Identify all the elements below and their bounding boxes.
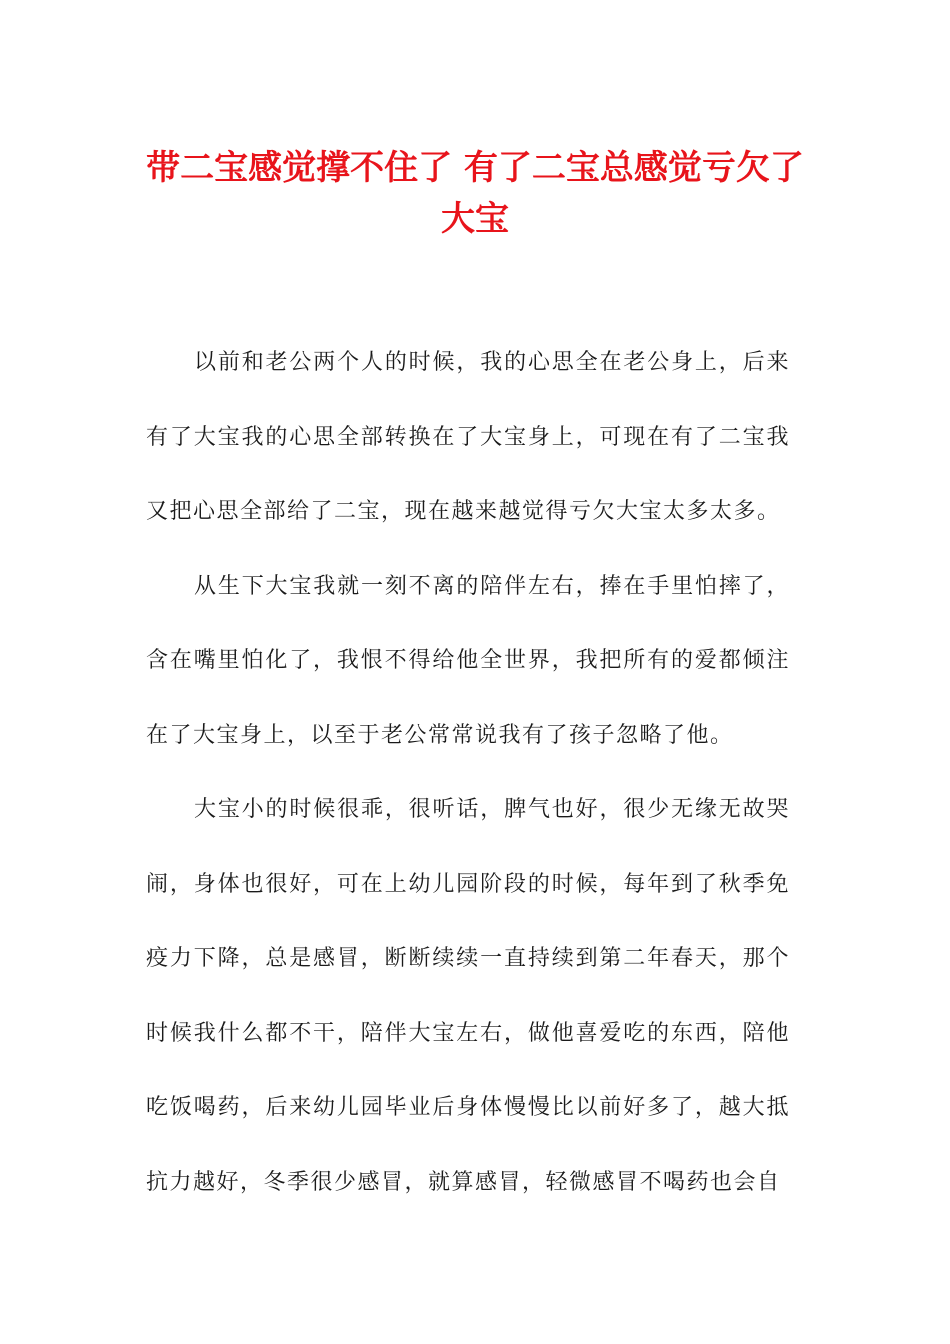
paragraph-1: 以前和老公两个人的时候，我的心思全在老公身上，后来有了大宝我的心思全部转换在了大宝身上，可现在有了二宝我又把心思全部给了二宝，现在越来越觉得亏欠大宝太多太多。: [146, 350, 790, 524]
paragraph-3: 大宝小的时候很乖，很听话，脾气也好，很少无缘无故哭闹，身体也很好，可在上幼儿园阶段的时候，每年到了秋季免疫力下降，总是感冒，断断续续一直持续到第二年春天，那个时候我什么都不干，陪伴大宝左右，做他喜爱吃的东西，陪他吃饭喝药，后来幼儿园毕业后身体慢慢比以前好多了，越大抵抗力越好，冬季很少感冒，就算感冒，轻微感冒不喝药也会自: [146, 797, 790, 1195]
article-body: [146, 326, 790, 1220]
paragraph-2: 从生下大宝我就一刻不离的陪伴左右，捧在手里怕摔了，含在嘴里怕化了，我恨不得给他全世界，我把所有的爱都倾注在了大宝身上，以至于老公常常说我有了孩子忽略了他。: [146, 573, 790, 748]
page-title: 带二宝感觉撑不住了 有了二宝总感觉亏欠了大宝: [146, 148, 804, 239]
